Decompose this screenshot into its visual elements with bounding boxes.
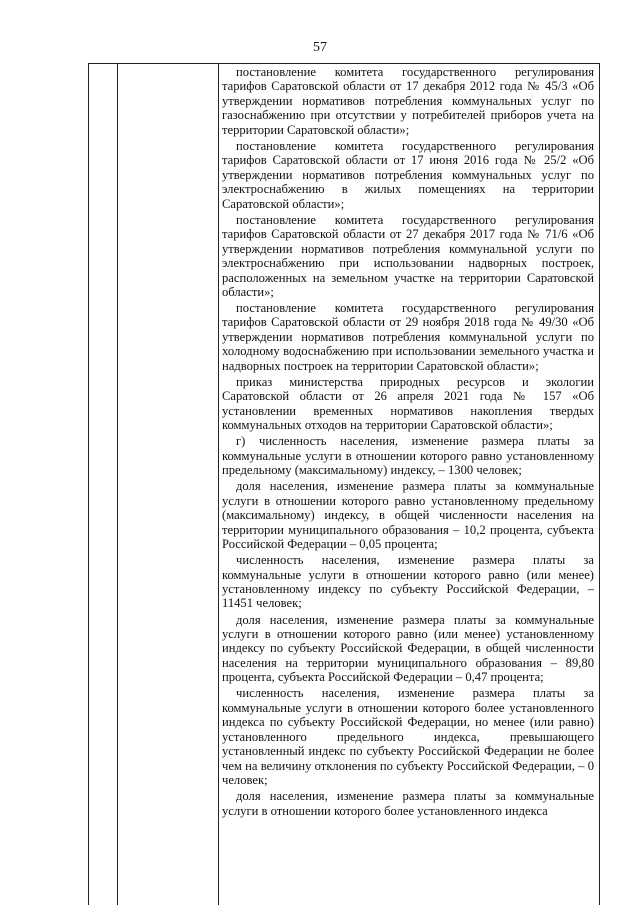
paragraph: доля населения, изменение размера платы за коммунальные услуги в отношении которого равно установленному предельному (максимальному) индексу, в общей численности населения на территории муниципального образования – 10,2 процента, субъекта Российской Федерации – 0,05 процента; [222, 479, 594, 552]
table-column-divider [117, 64, 118, 905]
paragraph: постановление комитета государственного регулирования тарифов Саратовской области от 17 декабря 2012 года № 45/3 «Об утверждении нормативов потребления коммунальных услуг по газоснабжению при отсутствии у потребителей приборов учета на территории Саратовской области»; [222, 65, 594, 137]
document-table [88, 63, 600, 905]
paragraph: постановление комитета государственного регулирования тарифов Саратовской области от 29 ноября 2018 года № 49/30 «Об утверждении нормативов потребления коммунальной услуги по холодному водоснабжению при использовании земельного участка и надворных построек на территории Саратовской области»; [222, 301, 594, 373]
paragraph: постановление комитета государственного регулирования тарифов Саратовской области от 17 июня 2016 года № 25/2 «Об утверждении нормативов потребления коммунальных услуг по электроснабжению в жилых помещениях на территории Саратовской области»; [222, 138, 594, 211]
table-column-divider [218, 64, 219, 905]
paragraph: доля населения, изменение размера платы за коммунальные услуги в отношении которого равно (или менее) установленному индексу по субъекту Российской Федерации, в общей численности населения на территории муниципального образования – 89,80 процента, субъекта Российской Федерации – 0,47 процента; [222, 612, 594, 685]
page-number: 57 [313, 40, 327, 55]
paragraph: численность населения, изменение размера платы за коммунальные услуги в отношении которого равно (или менее) установленному индексу по субъекту Российской Федерации, – 11451 человек; [222, 553, 594, 611]
table-text-cell [222, 65, 594, 820]
paragraph: г) численность населения, изменение размера платы за коммунальные услуги в отношении которого равно установленному предельному (максимальному) индексу, – 1300 человек; [222, 434, 594, 478]
paragraph: приказ министерства природных ресурсов и экологии Саратовской области от 26 апреля 2021 года № 157 «Об установлении временных нормативов накопления твердых коммунальных отходов на территории Саратовской области»; [222, 374, 594, 433]
paragraph: численность населения, изменение размера платы за коммунальные услуги в отношении которого более установленного индекса по субъекту Российской Федерации, но менее (или равно) установленного предельного индекса, превышающего установленный индекс по субъекту Российской Федерации не более чем на величину отклонения по субъекту Российской Федерации, – 0 человек; [222, 686, 594, 788]
paragraph: доля населения, изменение размера платы за коммунальные услуги в отношении которого более установленного индекса [222, 789, 594, 818]
table-right-border [599, 64, 600, 905]
paragraph: постановление комитета государственного регулирования тарифов Саратовской области от 27 декабря 2017 года № 71/6 «Об утверждении нормативов потребления коммунальной услуги по электроснабжению при использовании надворных построек, расположенных на земельном участке на территории Саратовской области»; [222, 212, 594, 299]
